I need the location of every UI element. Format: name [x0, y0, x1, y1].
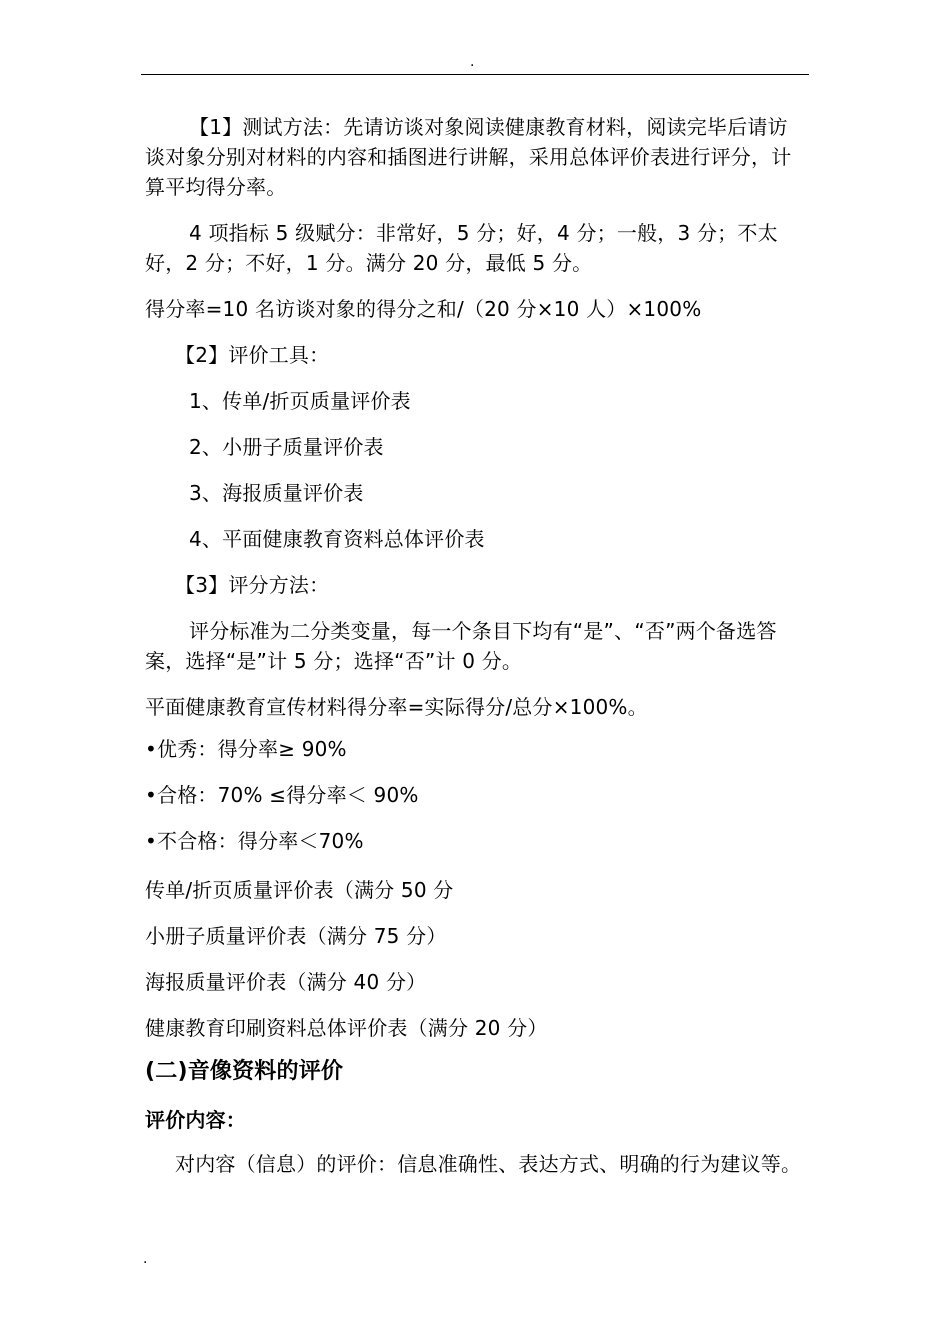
paragraph-eval-tools-heading: 【2】评价工具： — [175, 343, 330, 367]
list-item-tool-4: 4、平面健康教育资料总体评价表 — [189, 527, 485, 551]
bullet-excellent: •优秀：得分率≥ 90% — [145, 737, 347, 761]
subheading-eval-content: 评价内容： — [145, 1108, 246, 1132]
paragraph-score-rate-formula: 得分率=10 名访谈对象的得分之和/（20 分×10 人）×100% — [145, 297, 702, 321]
paragraph-scoring-criteria: 评分标准为二分类变量，每一个条目下均有“是”、“否”两个备选答案，选择“是”计 5 分；选择“否”计 0 分。 — [145, 619, 777, 673]
footer-mark: . — [143, 1251, 148, 1267]
list-item-tool-3: 3、海报质量评价表 — [189, 481, 364, 505]
bullet-qualified: •合格：70% ≤得分率＜ 90% — [145, 783, 419, 807]
header-rule — [141, 74, 809, 75]
paragraph-scoring-method-heading: 【3】评分方法： — [175, 573, 330, 597]
paragraph-content-evaluation: 对内容（信息）的评价：信息准确性、表达方式、明确的行为建议等。 — [175, 1152, 802, 1176]
bullet-unqualified: •不合格：得分率＜70% — [145, 829, 364, 853]
paragraph-test-method: 【1】测试方法：先请访谈对象阅读健康教育材料，阅读完毕后请访谈对象分别对材料的内容和插图进行讲解，采用总体评价表进行评分，计算平均得分率。 — [145, 115, 792, 199]
line-overall-table: 健康教育印刷资料总体评价表（满分 20 分） — [145, 1016, 548, 1040]
header-mark: . — [470, 54, 475, 70]
line-leaflet-table: 传单/折页质量评价表（满分 50 分 — [145, 878, 454, 902]
section-heading-av-materials: (二)音像资料的评价 — [145, 1059, 344, 1084]
list-item-tool-2: 2、小册子质量评价表 — [189, 435, 384, 459]
document-body — [145, 112, 805, 1179]
list-item-tool-1: 1、传单/折页质量评价表 — [189, 389, 411, 413]
line-poster-table: 海报质量评价表（满分 40 分） — [145, 970, 427, 994]
line-booklet-table: 小册子质量评价表（满分 75 分） — [145, 924, 447, 948]
paragraph-material-score-formula: 平面健康教育宣传材料得分率=实际得分/总分×100%。 — [145, 695, 648, 719]
paragraph-scoring-levels: 4 项指标 5 级赋分：非常好，5 分；好，4 分；一般，3 分；不太好，2 分；不好，1 分。满分 20 分，最低 5 分。 — [145, 221, 778, 275]
